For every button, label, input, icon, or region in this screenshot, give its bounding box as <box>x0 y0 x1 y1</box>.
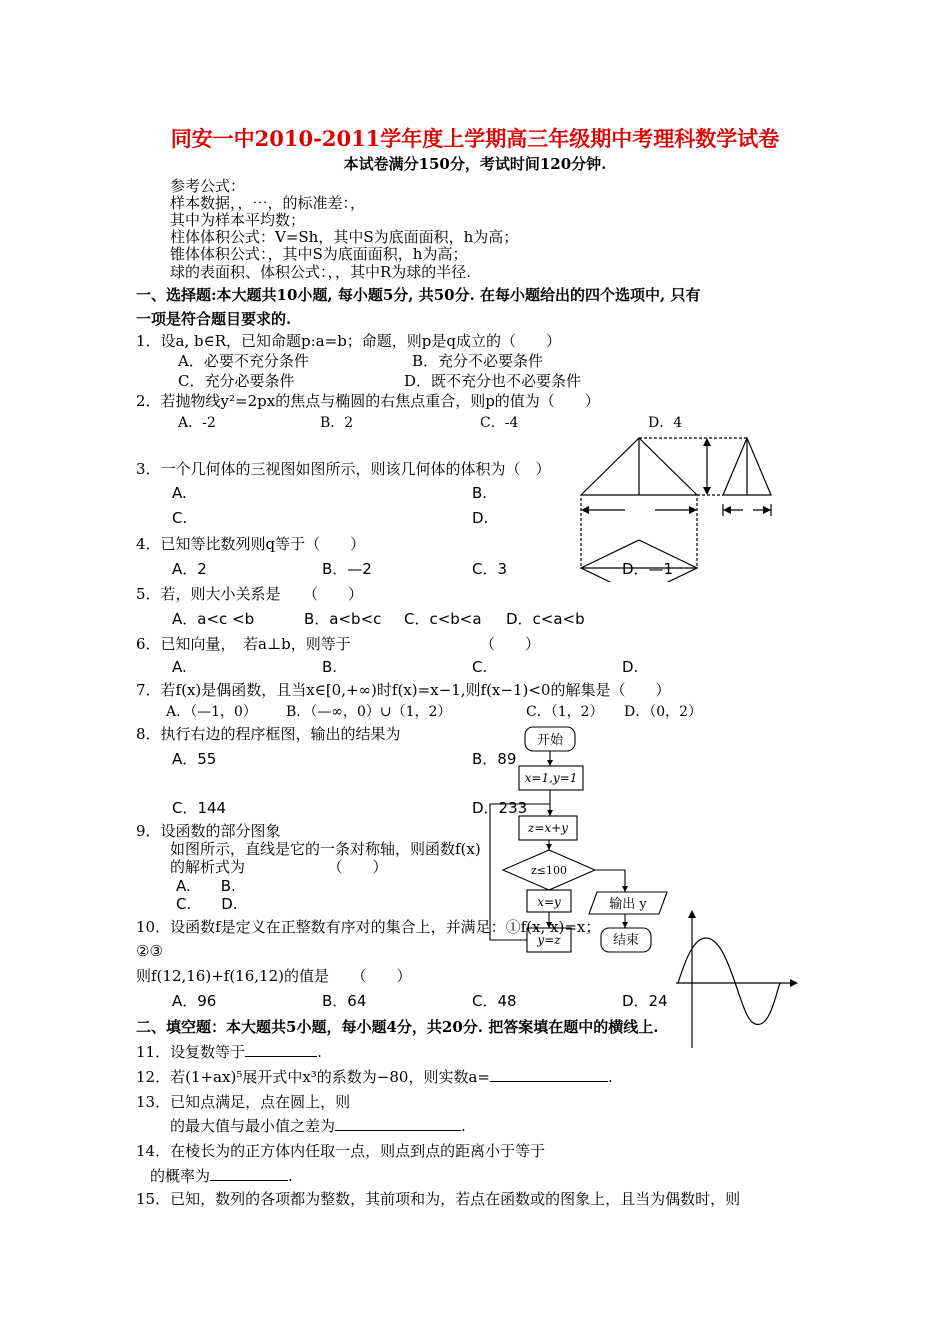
answer-blank[interactable] <box>245 1042 317 1057</box>
period: . <box>607 1068 613 1086</box>
question-text: 的概率为 <box>150 1167 211 1185</box>
question-text: ②③ <box>136 942 163 960</box>
option-b: B．（—∞，0）∪（1，2） <box>286 704 452 720</box>
option-a: A．55 <box>172 750 217 768</box>
option-a: A．（—1，0） <box>166 704 257 720</box>
question-text: 的最大值与最小值之差为 <box>170 1117 336 1135</box>
assign-y-label: y=z <box>537 933 561 947</box>
question-stem: 6．已知向量， 若a⊥b，则等于 <box>136 635 351 653</box>
answer-blank[interactable] <box>335 1116 461 1131</box>
option-b: B. <box>472 484 488 502</box>
condition-label: z≤100 <box>530 864 568 877</box>
init-label: x=1,y=1 <box>524 771 578 785</box>
section-heading: 一项是符合题目要求的. <box>136 310 292 328</box>
question-text: 的解析式为 （ ） <box>170 858 388 876</box>
option-c: C. <box>472 658 488 676</box>
question-stem: 5．若，则大小关系是 （ ） <box>136 585 364 603</box>
question-stem: 4．已知等比数列则q等于（ ） <box>136 535 366 553</box>
calc-label: z=x+y <box>528 821 568 835</box>
question-stem: 7．若f(x)是偶函数，且当x∈[0,+∞)时f(x)=x−1,则f(x−1)<0的解集是（ ） <box>136 681 671 699</box>
output-label: 输出 y <box>609 897 647 912</box>
question-stem: 13．已知点满足，点在圆上，则 <box>136 1093 351 1111</box>
option-c: C．144 <box>172 799 227 817</box>
option-d: D．24 <box>622 992 668 1010</box>
question-stem: 2．若抛物线y²=2px的焦点与椭圆的右焦点重合，则p的值为（ ） <box>136 392 600 410</box>
option-b: B．a<b<c <box>304 610 382 628</box>
formula-line: 柱体体积公式：V=Sh，其中S为底面面积，h为高； <box>170 228 519 246</box>
option-a: A．必要不充分条件 <box>178 352 309 370</box>
answer-paren: （ ） <box>480 635 541 653</box>
page-title: 同安一中2010-2011学年度上学期高三年级期中考理科数学试卷 <box>170 126 780 151</box>
option-c: C．充分必要条件 <box>178 372 295 390</box>
section-heading: 一、选择题:本大题共10小题, 每小题5分, 共50分. 在每小题给出的四个选项中, 只有 <box>136 286 701 304</box>
answer-blank[interactable] <box>490 1067 608 1082</box>
option-a: A．96 <box>172 992 217 1010</box>
question-stem: 14．在棱长为的正方体内任取一点，则点到点的距离小于等于 <box>136 1142 546 1160</box>
formula-heading: 参考公式： <box>170 177 246 195</box>
option-b: B．—2 <box>322 560 372 578</box>
question-stem: 10．设函数f是定义在正整数有序对的集合上，并满足：①f(x, x)=x； <box>136 918 601 936</box>
option-a: A．a<c <b <box>172 610 255 628</box>
option-d: D．c<a<b <box>506 610 585 628</box>
option-b: B．2 <box>320 415 354 431</box>
option-a: A. <box>172 484 187 502</box>
formula-line: 球的表面积、体积公式：，，其中R为球的半径. <box>170 263 472 281</box>
assign-x-label: x=y <box>537 895 561 909</box>
option-a: A. <box>172 658 187 676</box>
option-b: B．64 <box>322 992 367 1010</box>
question-text: 如图所示，直线是它的一条对称轴，则函数f(x) <box>170 840 481 858</box>
option-a: A．-2 <box>178 415 216 431</box>
q12-row <box>136 1066 613 1087</box>
end-label: 结束 <box>612 933 640 948</box>
sine-curve <box>678 938 780 1025</box>
option-a: A．2 <box>172 560 207 578</box>
question-stem: 9．设函数的部分图象 <box>136 822 281 840</box>
option-d: D．233 <box>472 799 528 817</box>
question-stem: 11．设复数等于 <box>136 1043 246 1061</box>
option-c: C．3 <box>472 560 508 578</box>
option-d: D．既不充分也不必要条件 <box>404 372 582 390</box>
q14-row: 的概率为 . <box>150 1167 293 1185</box>
exam-info: 本试卷满分150分，考试时间120分钟. <box>343 155 607 173</box>
option-d: D．（0，2） <box>624 704 703 720</box>
formula-line: 其中为样本平均数； <box>170 211 306 229</box>
q13-row: 的最大值与最小值之差为 . <box>170 1117 466 1135</box>
formula-line: 锥体体积公式：，其中S为底面面积，h为高； <box>170 245 468 263</box>
question-stem: 3．一个几何体的三视图如图所示，则该几何体的体积为（ ） <box>136 460 551 478</box>
options-cd: C. D. <box>176 895 238 913</box>
option-d: D. <box>472 509 489 527</box>
option-b: B. <box>322 658 338 676</box>
formula-line: 样本数据，，⋯，的标准差：， <box>170 194 366 212</box>
option-b: B．89 <box>472 750 517 768</box>
q11-row: 11．设复数等于 . <box>136 1043 322 1061</box>
question-stem: 8．执行右边的程序框图，输出的结果为 <box>136 725 401 743</box>
question-stem: 12．若(1+ax)⁵展开式中x³的系数为−80，则实数a= <box>136 1068 490 1086</box>
section-heading: 二、填空题：本大题共5小题，每小题4分，共20分. 把答案填在题中的横线上. <box>136 1018 659 1036</box>
start-label: 开始 <box>536 733 564 748</box>
option-c: C. <box>172 509 188 527</box>
sine-graph <box>672 908 800 1050</box>
option-d: D．4 <box>648 415 683 431</box>
option-d: D．—1 <box>622 560 674 578</box>
option-c: C．48 <box>472 992 517 1010</box>
options-ab: A. B. <box>176 877 236 895</box>
option-c: C．-4 <box>480 415 519 431</box>
option-b: B．充分不必要条件 <box>412 352 544 370</box>
question-stem: 1．设a, b∈R，已知命题p:a=b；命题，则p是q成立的（ ） <box>136 332 561 350</box>
option-d: D. <box>622 658 639 676</box>
answer-blank[interactable] <box>210 1166 288 1181</box>
question-text: 则f(12,16)+f(16,12)的值是 （ ） <box>136 967 412 985</box>
question-stem: 15．已知，数列的各项都为整数，其前项和为，若点在函数或的图象上，且当为偶数时，则 <box>136 1190 741 1208</box>
three-view-figure <box>575 432 780 582</box>
option-c: C．c<b<a <box>404 610 482 628</box>
option-c: C．（1，2） <box>526 704 604 720</box>
